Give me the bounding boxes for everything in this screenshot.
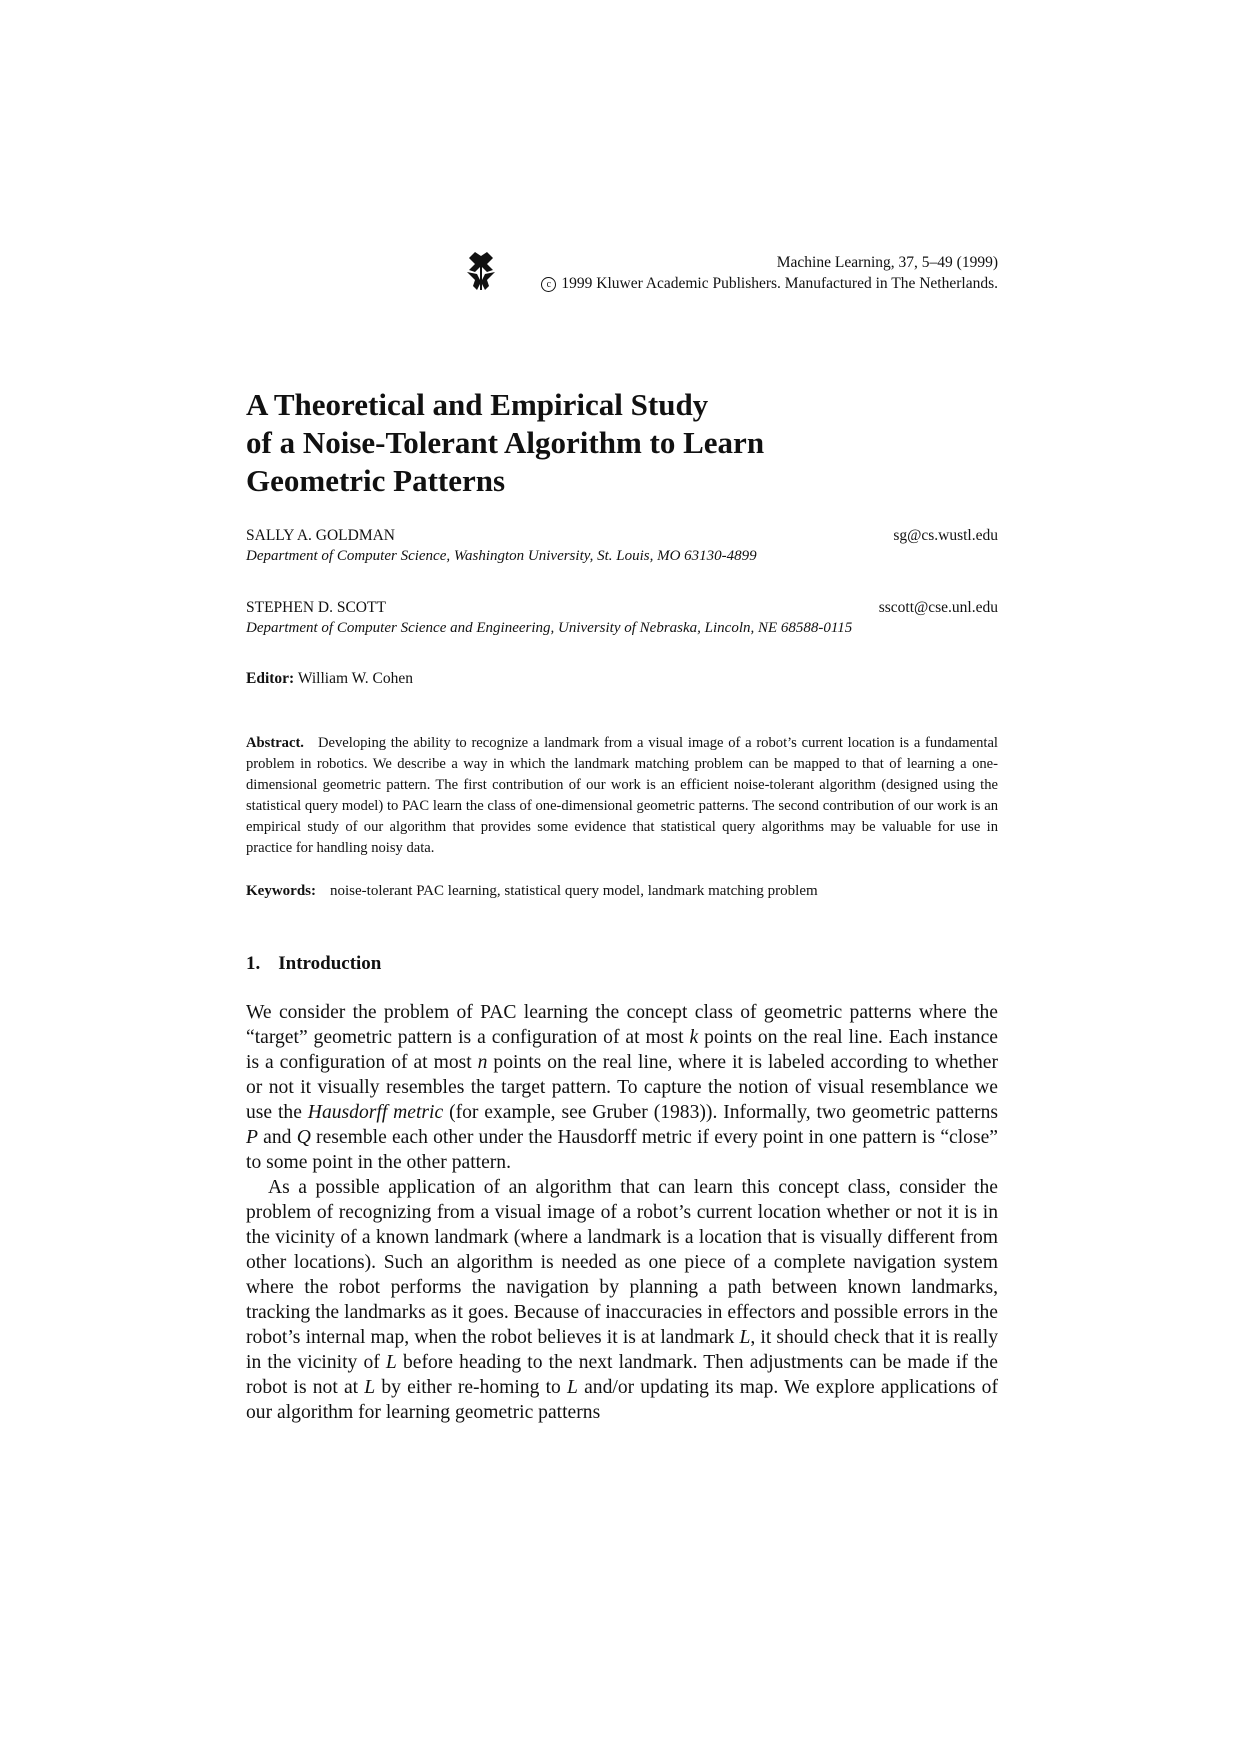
- editor-line: [246, 670, 413, 688]
- text-run: We consider the problem of PAC learning the concept class of geometric patterns where the “target” geometric pattern is a configuration of at most: [246, 1002, 998, 1048]
- math-var: L: [385, 1352, 397, 1373]
- section-heading: [246, 953, 381, 975]
- text-run: (for example, see Gruber (1983)). Informally, two geometric patterns: [443, 1102, 998, 1123]
- editor-label: Editor:: [246, 670, 295, 687]
- copyright-symbol: c: [541, 277, 556, 292]
- title-line-2: of a Noise-Tolerant Algorithm to Learn: [246, 425, 765, 460]
- text-run: resemble each other under the Hausdorff metric if every point in one pattern is “close” to some point in the other pattern.: [246, 1127, 998, 1173]
- journal-citation: Machine Learning, 37, 5–49 (1999): [776, 254, 998, 271]
- math-var: L: [364, 1377, 376, 1398]
- text-run: by either re-homing to: [375, 1377, 568, 1398]
- text-run: and: [257, 1127, 297, 1148]
- abstract-label: Abstract.: [246, 735, 304, 751]
- paragraph-2: [246, 1175, 998, 1425]
- title-line-3: Geometric Patterns: [246, 463, 506, 498]
- text-run: points on the real line. Each instance is a configuration of at most: [246, 1027, 998, 1073]
- author-email[interactable]: sg@cs.wustl.edu: [893, 527, 998, 544]
- paper-page: [246, 0, 998, 1755]
- editor-name: William W. Cohen: [297, 670, 414, 687]
- text-run: before heading to the next landmark. Then adjustments can be made if the robot is not at: [246, 1352, 998, 1398]
- text-run: points on the real line, where it is labeled according to whether or not it visually resembles the target pattern. To capture the notion of visual resemblance we use the: [246, 1052, 998, 1123]
- author-affiliation: Department of Computer Science and Engineering, University of Nebraska, Lincoln, NE 68588-0115: [246, 620, 853, 636]
- author-email[interactable]: sscott@cse.unl.edu: [878, 599, 998, 616]
- section-number: 1.: [246, 953, 261, 974]
- math-var: L: [739, 1327, 751, 1348]
- kluwer-logo-icon: [463, 252, 499, 292]
- keywords-text: noise-tolerant PAC learning, statistical query model, landmark matching problem: [330, 883, 818, 899]
- title-line-1: A Theoretical and Empirical Study: [246, 387, 709, 422]
- journal-header: [246, 252, 998, 296]
- math-var: P: [246, 1127, 258, 1148]
- author-name: STEPHEN D. SCOTT: [246, 599, 386, 616]
- abstract-text: Developing the ability to recognize a landmark from a visual image of a robot’s current location is a fundamental problem in robotics. We describe a way in which the landmark matching problem can be mapped to that of learning a one-dimensional geometric pattern. The first contribution of our work is an efficient noise-tolerant algorithm (designed using the statistical query model) to PAC learn the class of one-dimensional geometric patterns. The second contribution of our work is an empirical study of our algorithm that provides some evidence that statistical query algorithms may be valuable for use in practice for handling noisy data.: [246, 735, 998, 856]
- keywords-line: [246, 883, 818, 900]
- author-affiliation: Department of Computer Science, Washington University, St. Louis, MO 63130-4899: [246, 548, 757, 564]
- paragraph-1: [246, 1000, 998, 1175]
- paper-title: [246, 386, 998, 500]
- author-name: SALLY A. GOLDMAN: [246, 527, 395, 544]
- body-text: [246, 1000, 998, 1425]
- math-var: k: [689, 1027, 699, 1048]
- text-run: , it should check that it is really in the vicinity of: [246, 1327, 998, 1373]
- section-title: Introduction: [278, 953, 382, 974]
- math-var: n: [477, 1052, 488, 1073]
- copyright-text: 1999 Kluwer Academic Publishers. Manufactured in The Netherlands.: [561, 275, 998, 292]
- text-run: As a possible application of an algorithm that can learn this concept class, consider the problem of recognizing from a visual image of a robot’s current location whether or not it is in the vicinity of a known landmark (where a landmark is a location that is visually different from other locations). Such an algorithm is needed as one piece of a complete navigation system where the robot performs the navigation by planning a path between known landmarks, tracking the landmarks as it goes. Because of inaccuracies in effectors and possible errors in the robot’s internal map, when the robot believes it is at landmark: [246, 1177, 998, 1348]
- emphasized-term: Hausdorff metric: [307, 1102, 444, 1123]
- math-var: Q: [296, 1127, 311, 1148]
- math-var: L: [567, 1377, 578, 1398]
- text-run: and/or updating its map. We explore applications of our algorithm for learning geometric patterns: [246, 1377, 998, 1423]
- copyright-line: [541, 275, 998, 293]
- abstract: [246, 733, 998, 859]
- keywords-label: Keywords:: [246, 883, 316, 899]
